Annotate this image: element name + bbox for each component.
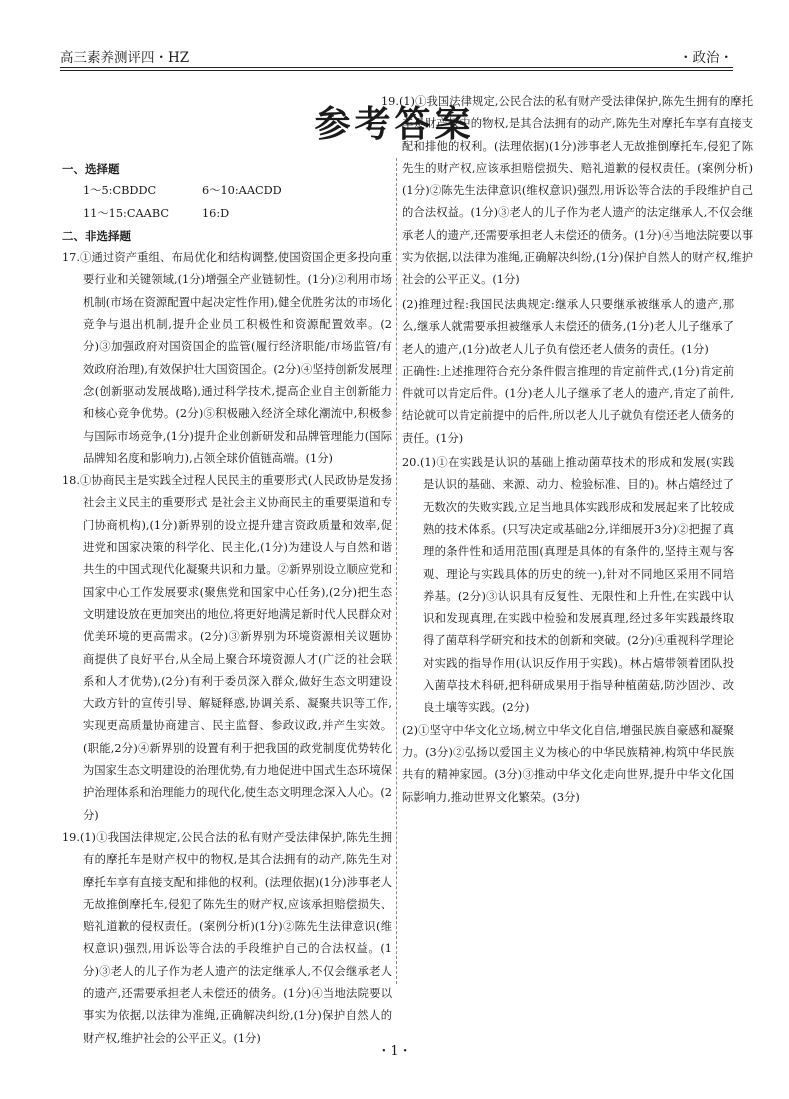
answer-range: 11～15:CAABC [83, 206, 169, 220]
answer-19-part2-validity: 正确性:上述推理符合充分条件假言推理的肯定前件式,(1分)肯定前件就可以肯定后件。(1分)老人儿子继承了老人的遗产,肯定了前件,结论就可以肯定前提中的后件,所以老人儿子就负有偿还老人债务的责任。(1分) [402, 364, 734, 445]
page-header [60, 46, 733, 68]
left-column [62, 158, 392, 1045]
section-heading-choice: 一、选择题 [62, 162, 120, 176]
page-number: ・1・ [377, 1044, 412, 1059]
answer-19-part1-start: 19.(1)①我国法律规定,公民合法的私有财产受法律保护,陈先生拥有的摩托车是财产权中的物权,是其合法拥有的动产,陈先生对摩托车享有直接支配和排他的权利。(法理依据)(1分)涉事老人无故推倒摩托车,侵犯了陈先生的财产权,应该承担赔偿损失、赔礼道歉的侵权责任。(案例分析)(1分)②陈先生法律意识(维权意识)强烈,用诉讼等合法的手段维护自己的合法权益。(1分)③老人的儿子作为老人遗产的法定继承人,不仅会继承老人的遗产,还需要承担老人未偿还的债务。(1分)④当地法院要以事实为依据,以法律为准绳,正确解决纠纷,(1分)保护自然人的财产权,维护社会的公平正义。(1分) [62, 830, 392, 1045]
answer-17: 17.①通过资产重组、布局优化和结构调整,使国资国企更多投向重要行业和关键领域,(1分)增强全产业链韧性。(1分)②利用市场机制(市场在资源配置中起决定性作用),健全优胜劣汰的市场化竞争与退出机制,提升企业员工积极性和资源配置效率。(2分)③加强政府对国资国企的监管(履行经济职能/市场监管/有效政府治理),有效保护壮大国资国企。(2分)④坚持创新发展理念(创新驱动发展战略),通过科学技术,提高企业自主创新能力和核心竞争优势。(2分)⑤积极融入经济全球化潮流中,积极参与国际市场竞争,(1分)提升企业创新研发和品牌管理能力(国际品牌知名度和影响力),占领全球价值链高端。(1分) [62, 251, 392, 465]
header-rule-thin [60, 70, 733, 71]
answer-20-part2: (2)①坚守中华文化立场,树立中华文化自信,增强民族自豪感和凝聚力。(3分)②弘扬以爱国主义为核心的中华民族精神,构筑中华民族共有的精神家园。(3分)③推动中华文化走向世界,提升中华文化国际影响力,推动世界文化繁荣。(3分) [402, 723, 734, 804]
section-heading-essay: 二、非选择题 [62, 228, 131, 243]
header-rule [60, 67, 733, 68]
page-title: 参考答案 [314, 104, 475, 145]
header-subject: ・政治・ [679, 50, 733, 66]
answer-20-part1: 20.(1)①在实践是认识的基础上推动菌草技术的形成和发展(实践是认识的基础、来源、动力、检验标准、目的)。林占熺经过了无数次的失败实践,立足当地具体实践形成和发展起来了比较成熟的技术体系。(只写决定或基础2分,详细展开3分)②把握了真理的条件性和适用范围(真理是具体的有条件的,坚持主观与客观、理论与实践具体的历史的统一),针对不同地区采用不同培养基。(2分)③认识具有反复性、无限性和上升性,在实践中认识和发现真理,在实践中检验和发展真理,经过多年实践最终取得了菌草科学研究和技术的创新和突破。(2分)④重视科学理论对实践的指导作用(认识反作用于实践)。林占熺带领着团队投入菌草技术科研,把科研成果用于指导种植菌菇,防沙固沙、改良土壤等实践。(2分) [402, 456, 734, 715]
answer-range: 6～10:AACDD [202, 184, 282, 198]
answer-row [62, 180, 392, 202]
answer-19-part2-reasoning: (2)推理过程:我国民法典规定:继承人只要继承被继承人的遗产,那么,继承人就需要承担被继承人未偿还的债务,(1分)老人儿子继承了老人的遗产,(1分)故老人儿子负有偿还老人债务的责任。(1分) [402, 298, 734, 356]
answer-19-part1-text: 19.(1)①我国法律规定,公民合法的私有财产受法律保护,陈先生拥有的摩托车是财产权中的物权,是其合法拥有的动产,陈先生对摩托车享有直接支配和排他的权利。(法理依据)(1分)涉事老人无故推倒摩托车,侵犯了陈先生的财产权,应该承担赔偿损失、赔礼道歉的侵权责任。(案例分析)(1分)②陈先生法律意识(维权意识)强烈,用诉讼等合法的手段维护自己的合法权益。(1分)③老人的儿子作为老人遗产的法定继承人,不仅会继承老人的遗产,还需要承担老人未偿还的债务。(1分)④当地法院要以事实为依据,以法律为准绳,正确解决纠纷,(1分)保护自然人的财产权,维护社会的公平正义。(1分) [381, 95, 753, 287]
answer-range: 16:D [202, 206, 230, 220]
answer-range: 1～5:CBDDC [83, 184, 157, 198]
header-left: 高三素养测评四・HZ [60, 50, 190, 66]
answer-row [62, 203, 392, 225]
answer-18: 18.①协商民主是实践全过程人民民主的重要形式(人民政协是发扬社会主义民主的重要形式 是社会主义协商民主的重要渠道和专门协商机构),(1分)新界别的设立提升建言资政质量和效率,促进党和国家决策的科学化、民主化,(1分)为建设人与自然和谐共生的中国式现代化凝聚共识和力量。②新界别设立顺应党和国家中心工作发展要求(聚焦党和国家中心任务),(2分)把生态文明建设放在更加突出的地位,将更好地满足新时代人民群众对优美环境的更高需求。(2分)③新界别为环境资源相关议题协商提供了良好平台,从全局上聚合环境资源人才(广泛的社会联系和人才优势),(2分)有利于委员深入群众,做好生态文明建设大政方针的宣传引导、解疑释惑,协调关系、凝聚共识等工作,实现更高质量协商建言、民主监督、参政议政,并产生实效。(职能,2分)④新界别的设置有利于把我国的政党制度优势转化为国家生态文明建设的治理优势,有力地促进中国式生态环境保护治理体系和治理能力的现代化,使生态文明理念深入人心。(2分) [62, 474, 392, 822]
